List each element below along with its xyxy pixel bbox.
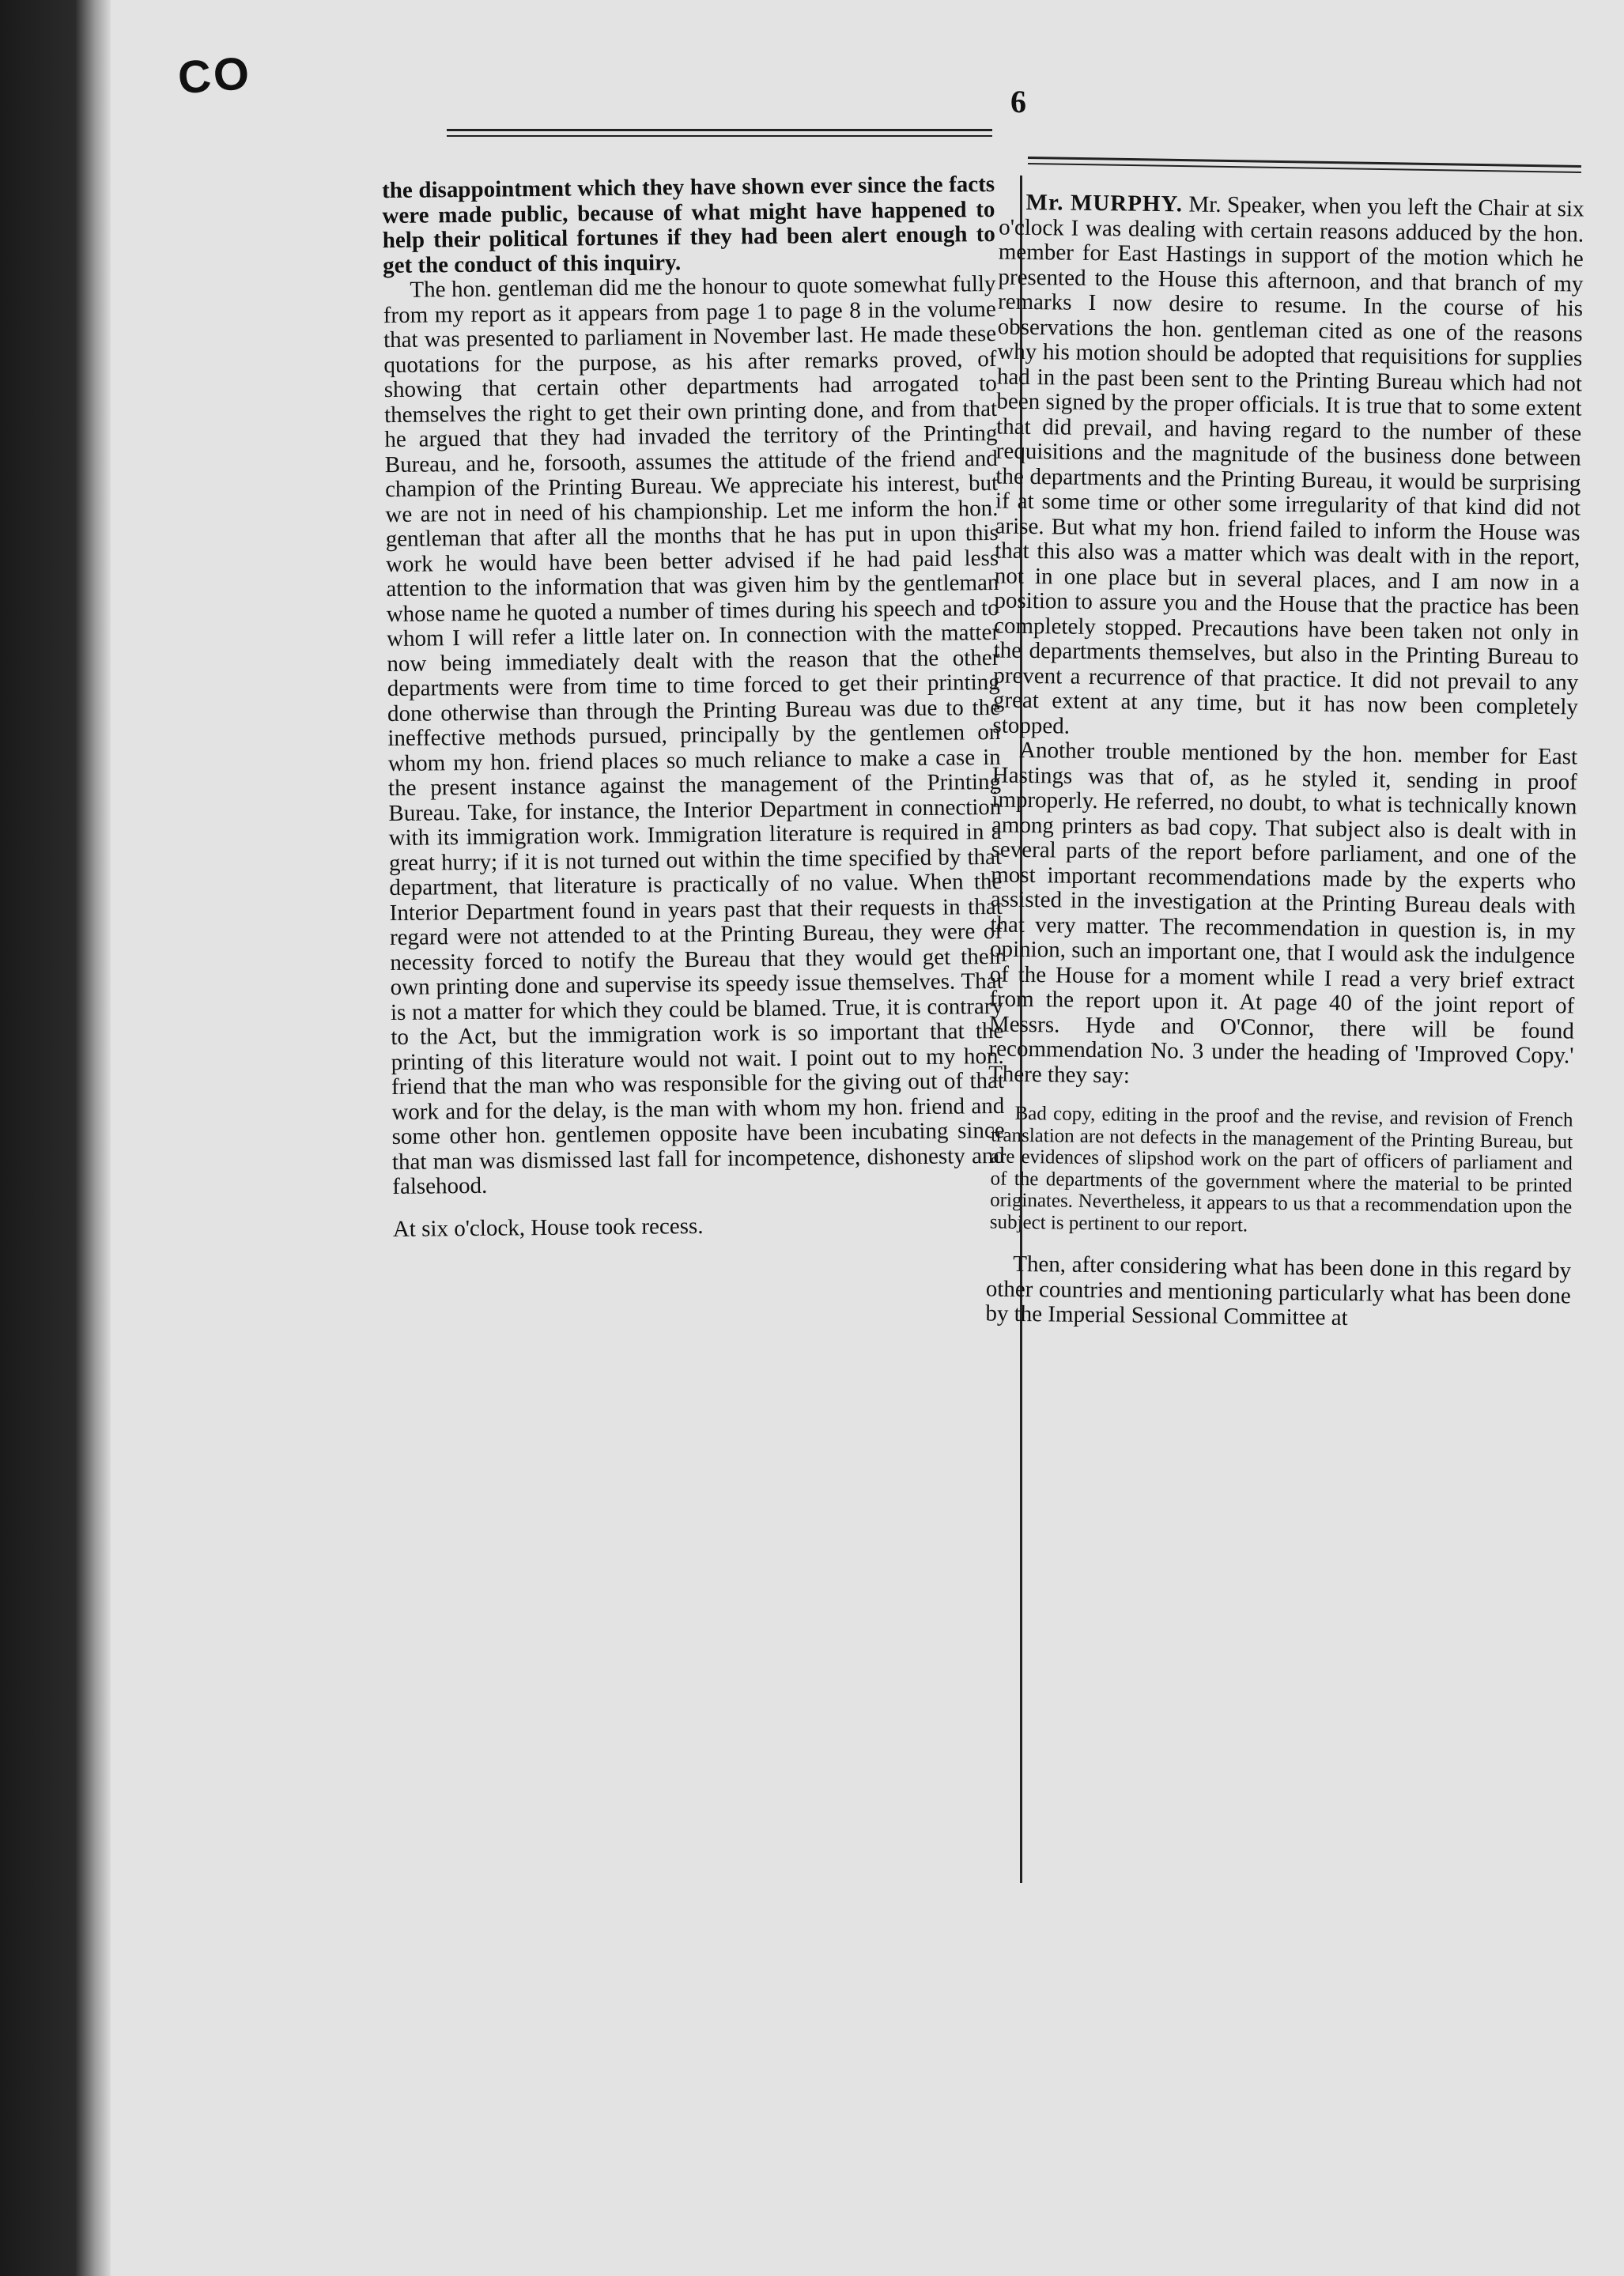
speaker-name: Mr. MURPHY. [1025,189,1184,217]
left-paragraph-2: The hon. gentleman did me the honour to quote somewhat fully from my report as it appears from page 1 to page 8 in the volume that was presented to parliament in November last. He made these quotations for the purpose, as his after remarks proved, of showing that certain other departments had arrogated to themselves the right to get their own printing done, and from that he argued that they had invaded the territory of the Printing Bureau, and he, forsooth, assumes the attitude of the friend and champion of the Printing Bureau. We appreciate his interest, but we are not in need of his championship. Let me inform the hon. gentleman that after all the months that he has put in upon this work he would have been better advised if he had paid less attention to the information that was given him by the gentleman whose name he quoted a number of times during his speech and to whom I will refer a little later on. In connection with the matter now being immediately dealt with the reason that the other departments were from time to time forced to get their printing done otherwise than through the Printing Bureau was due to the ineffective methods pursued, principally by the gentlemen on whom my hon. friend places so much reliance to make a case in the present instance against the management of the Printing Bureau. Take, for instance, the Interior Department in connection with its immigration work. Immigration literature is required in a great hurry; if it is not turned out within the time specified by that department, that literature is practically of no value. When the Interior Department found in years past that their requests in that regard were not attended to at the Printing Bureau, they were of necessity forced to notify the Bureau that they would get their own printing done and supervise its speedy issue themselves. That is not a matter for which they could be blamed. True, it is contrary to the Act, but the immigration work is so important that the printing of this literature would not wait. I point out to my hon. friend that the man who was responsible for the giving out of that work and for the delay, is the man with whom my hon. friend and some other hon. gentlemen opposite have been incubating since that man was dismissed last fall for incompetence, dishonesty and falsehood. [383,270,1006,1200]
report-quotation: Bad copy, editing in the proof and the revise, and revision of French translation are not defects in the management of the Printing Bureau, but are evidences of slipshod work on the part of officers of parliament and of the departments of the government where the material to be printed originates. Nevertheless, it appears to us that a recommendation upon the subject is pertinent to our report. [989,1102,1573,1236]
right-paragraph-1 [992,191,1584,745]
left-column [382,172,1006,1242]
page-number: 6 [1010,84,1026,119]
left-paragraph-1: the disappointment which they have shown ever since the facts were made public, because of what might have happened to help their political fortunes if they had been alert enough to get the conduct of this inquiry. [381,171,995,278]
scan-binding-edge [0,0,111,2276]
handwritten-margin-mark: CO [176,47,254,104]
header-rule-left-double [447,135,992,137]
right-paragraph-1-text: Mr. Speaker, when you left the Chair at six o'clock I was dealing with certain reasons adduced by the hon. member for East Hastings in support of the motion which he presented to the House this afternoon, and that branch of my remarks I now desire to resume. In the course of his observations the hon. gentleman cited as one of the reasons why his motion should be adopted that requisitions for supplies had in the past been sent to the Printing Bureau which had not been signed by the proper officials. It is true that to some extent that did prevail, and having regard to the number of these requisitions and the magnitude of the business done between the departments and the Printing Bureau, it would be surprising if at some time or other some irregularity of that kind did not arise. But what my hon. friend failed to inform the House was that this also was a matter which was dealt with in the report, not in one place but in several places, and I am now in a position to assure you and the House that the practice has been completely stopped. Precautions have been taken not only in the departments themselves, but also in the Printing Bureau to prevent a recurrence of that practice. It did not prevail to any great extent at any time, but it has now been completely stopped. [992,191,1584,739]
right-paragraph-3: Then, after considering what has been done in this regard by other countries and mentioning particularly what has been done by the Imperial Sessional Committee at [985,1251,1572,1331]
header-rule-left [447,129,992,131]
right-column [985,191,1584,1334]
recess-note: At six o'clock, House took recess. [392,1213,704,1242]
right-paragraph-2: Another trouble mentioned by the hon. member for East Hastings was that of, as he styled it, sending in proof improperly. He referred, no doubt, to what is technically known among printers as bad copy. That subject also is dealt with in several parts of the report before parliament, and one of the most important recommendations made by the experts who assisted in the investigation at the Printing Bureau deals with that very matter. The recommendation in question is, in my opinion, such an important one, that I would ask the indulgence of the House for a moment while I read a very brief extract from the report upon it. At page 40 of the joint report of Messrs. Hyde and O'Connor, there will be found recommendation No. 3 under the heading of 'Improved Copy.' There they say: [988,737,1578,1089]
